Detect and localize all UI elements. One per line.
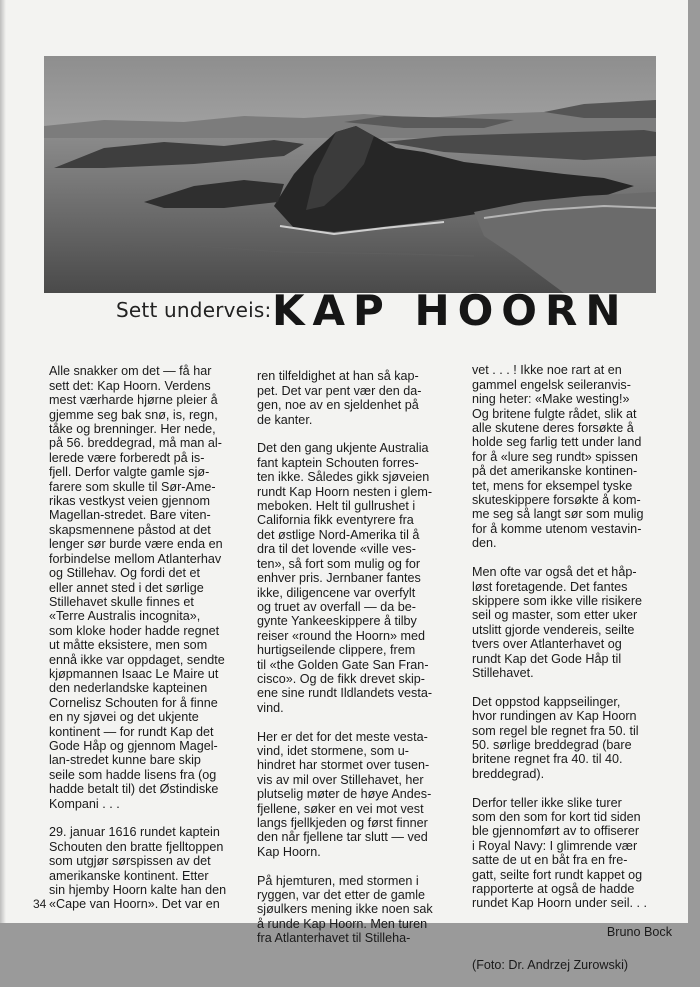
paragraph: Alle snakker om det — få har sett det: Kap Hoorn. Verdens mest værharde hjørne pleier å gjemme seg bak snø, is, regn, tåke og brenninger. Her nede, på 56. breddegrad, må man al- lerede være forberedt på is- fjell. Derfor valgte gamle sjø- farere som skulle til Sør-Ame- rikas vestkyst veien gjennom Magellan-stredet. Bare viten- skapsmennene påstod at det lenger sør burde være enda en forbindelse mellom Atlanterhav og Stillehav. Og fordi det et eller annet sted i det sørlige Stillehavet skulle finnes et «Terre Australis incognita», som kloke hoder hadde regnet ut måtte eksistere, men som ennå ikke var oppdaget, sendte kjøpmannen Isaac Le Maire ut den nederlandske kapteinen Cornelisz Schouten for å finne en ny sjøvei og det ukjente kontinent — for rundt Kap det Gode Håp og gjennom Magel- lan-stredet kunne bare skip seile som hadde lisens fra (og hadde betalt til) det Østindiske Kompani . . . [49,364,225,811]
cape-horn-photo [44,56,656,293]
article-kicker: Sett underveis: [116,298,272,322]
paragraph: Derfor teller ikke slike turer som den som for kort tid siden ble gjennomført av to offiserer i Royal Navy: I glimrende vær satte de ut en båt fra en fre- gatt, seilte fort rundt kappet og rapporterte at også de hadde rundet Kap Hoorn under seil. . . [472,795,648,911]
article-column-1 [49,350,254,926]
article-title: KAP HOORN [272,286,629,335]
article-column-2 [257,355,467,960]
photo-credit: (Foto: Dr. Andrzej Zurowski) [472,958,629,973]
paragraph: vet . . . ! Ikke noe rart at en gammel engelsk seileranvis- ning heter: «Make westing!» Og britene fulgte rådet, slik at alle skutene deres forsøkte å holde seg farlig tett under land for å «lure seg rundt» spissen på det amerikanske kontinen- tet, mens for eksempel tyske skuteskippere forsøkte å kom- me seg så langt sør som mulig for å komme utenom vestavin- den. [472,363,644,551]
paragraph: Her er det for det meste vesta- vind, idet stormene, som u- hindret har stormet over tusen- vis av mil over Stillehavet, her plutselig møter de høye Andes- fjellene, søker en vei mot vest langs fjellkjeden og først finner den når fjellene tar slutt — ved Kap Hoorn. [257,729,432,859]
page-number: 34 [33,897,47,911]
paragraph: Det oppstod kappseilinger, hvor rundingen av Kap Hoorn som regel ble regnet fra 50. til 50. sørlige breddegrad (bare britene regnet fra 40. til 40. breddegrad). [472,694,639,781]
author-signature: Bruno Bock [606,925,672,940]
paragraph: Det den gang ukjente Australia fant kaptein Schouten forres- ten ikke. Således gikk sjøveien rundt Kap Hoorn nesten i glem- meboken. Helt til gullrushet i California fikk eventyrere fra det østlige Nord-Amerika til å dra til det lovende «ville ves- ten», så fort som mulig og for enhver pris. Jernbaner fantes ikke, diligencene var overfylt og truet av overfall — da be- gynte Yankeeskippere å tilby reiser «round the Hoorn» med hurtigseilende clippere, frem til «the Golden Gate San Fran- cisco». Og de fikk drevet skip- ene sine rundt Ildlandets vesta- vind. [257,441,433,715]
paragraph: På hjemturen, med stormen i ryggen, var det etter de gamle sjøulkers mening ikke noen sak å runde Kap Hoorn. Men turen fra Atlanterhavet til Stilleha- [257,873,433,946]
paragraph: 29. januar 1616 rundet kaptein Schouten den bratte fjelltoppen som utgjør sørspissen av det amerikanske kontinent. Etter sin hjemby Hoorn kalte han den «Cape van Hoorn». Det var en [49,825,227,912]
paragraph: Men ofte var også det et håp- løst foretagende. Det fantes skippere som ikke ville risikere seil og master, som etter uker utslitt gjorde vendereis, seilte tvers over Atlanterhavet og rundt Kap det Gode Håp til Stillehavet. [472,565,643,680]
article-column-3 [472,349,672,987]
paragraph: ren tilfeldighet at han så kap- pet. Det var pent vær den da- gen, noe av en sjeldenhet på de kanter. [257,369,422,427]
